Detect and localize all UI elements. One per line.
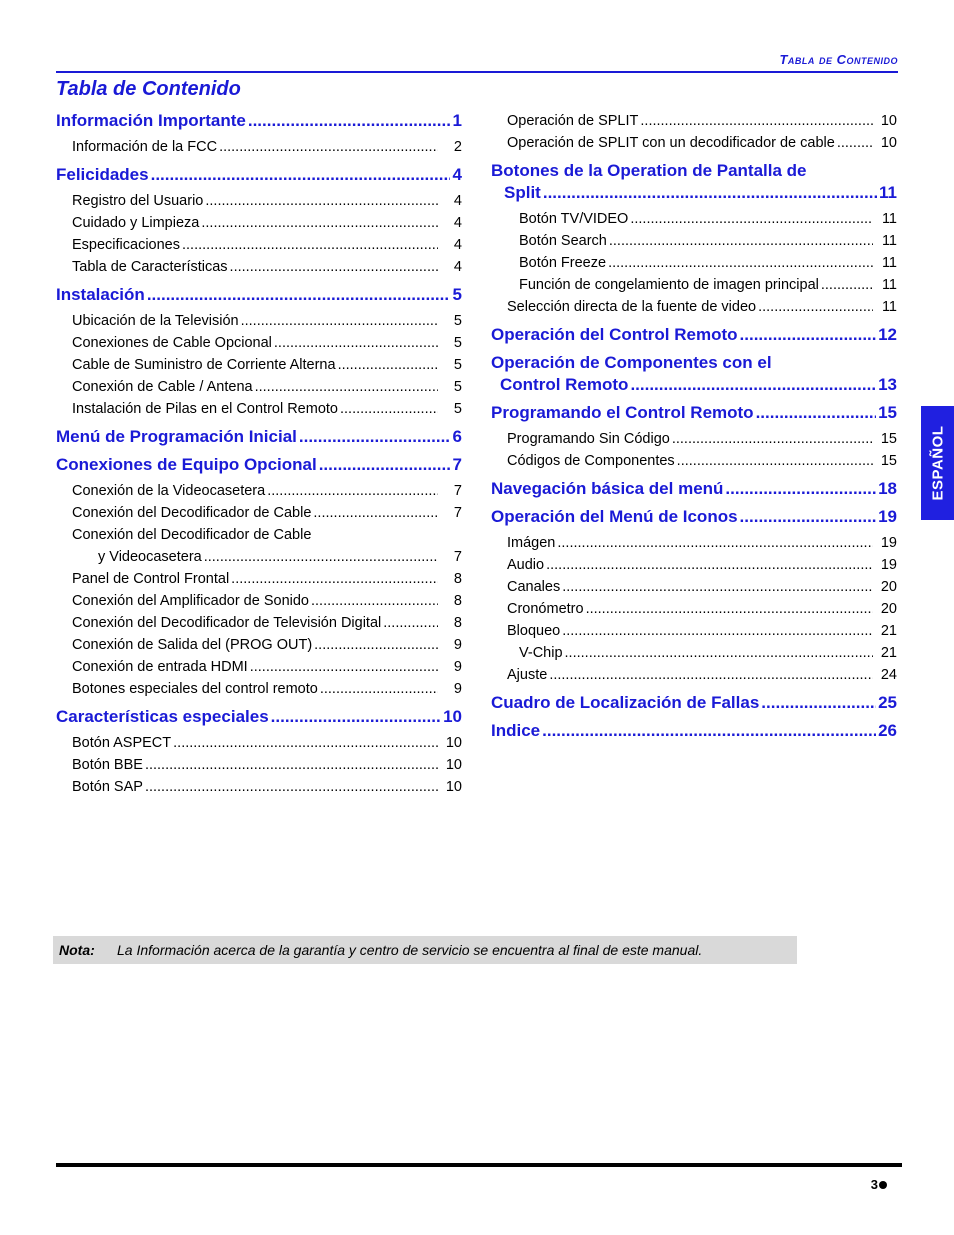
toc-subentry[interactable] <box>56 656 462 678</box>
dot-leader <box>271 706 441 728</box>
toc-page-number: 5 <box>453 401 462 417</box>
toc-subentry[interactable] <box>56 136 462 158</box>
toc-left-column <box>56 110 462 798</box>
toc-subentry[interactable] <box>56 234 462 256</box>
dot-leader <box>248 110 450 132</box>
bullet-icon <box>879 1181 887 1189</box>
toc-entry-label: Navegación básica del menú <box>491 479 724 498</box>
toc-page-number: 11 <box>881 255 897 271</box>
toc-page-number: 4 <box>453 215 462 231</box>
toc-section-entry[interactable] <box>491 402 897 424</box>
dot-leader <box>151 164 450 186</box>
toc-entry-label: Control Remoto <box>500 375 629 394</box>
toc-page-number: 8 <box>453 593 462 609</box>
note-label: Nota: <box>59 942 95 958</box>
toc-page-number: 7 <box>453 483 462 499</box>
toc-subentry[interactable] <box>56 776 462 798</box>
dot-leader <box>230 256 438 278</box>
toc-entry-label: Botón ASPECT <box>72 735 172 751</box>
toc-page-number: 10 <box>445 779 462 795</box>
dot-leader <box>562 576 873 598</box>
toc-subentry[interactable] <box>56 612 462 634</box>
toc-entry-label: Botón TV/VIDEO <box>519 211 629 227</box>
dot-leader <box>557 532 873 554</box>
toc-page-number: 5 <box>453 313 462 329</box>
toc-subentry[interactable] <box>56 502 462 524</box>
toc-entry-label: Información de la FCC <box>72 139 218 155</box>
dot-leader <box>740 506 877 528</box>
dot-leader <box>740 324 877 346</box>
toc-entry-label: Conexión del Decodificador de Cable <box>72 527 312 543</box>
dot-leader <box>311 590 438 612</box>
toc-page-number: 5 <box>452 285 462 304</box>
toc-entry-label: Tabla de Características <box>72 259 228 275</box>
toc-page-number: 20 <box>880 601 897 617</box>
toc-subentry[interactable] <box>56 480 462 502</box>
dot-leader <box>672 428 873 450</box>
toc-entry-label: Función de congelamiento de imagen principal <box>519 277 819 293</box>
toc-entry-label: Indice <box>491 721 541 740</box>
dot-leader <box>205 190 438 212</box>
toc-entry-label: Conexión del Amplificador de Sonido <box>72 593 309 609</box>
toc-page-number: 7 <box>453 549 462 565</box>
toc-subentry[interactable] <box>56 732 462 754</box>
dot-leader <box>630 374 876 396</box>
toc-section-entry[interactable] <box>56 426 462 448</box>
dot-leader <box>255 376 438 398</box>
toc-subentry[interactable] <box>491 110 897 132</box>
toc-subentry[interactable] <box>491 230 897 252</box>
toc-subentry[interactable] <box>56 678 462 700</box>
dot-leader <box>756 402 877 424</box>
toc-subentry[interactable] <box>56 310 462 332</box>
toc-entry-label: V-Chip <box>519 645 563 661</box>
toc-subentry[interactable] <box>56 190 462 212</box>
page-title: Tabla de Contenido <box>56 78 241 100</box>
toc-page-number: 11 <box>881 233 897 249</box>
dot-leader <box>609 230 873 252</box>
note-box <box>53 936 797 964</box>
dot-leader <box>383 612 438 634</box>
toc-entry-label: Conexión de la Videocasetera <box>72 483 266 499</box>
toc-section-entry[interactable] <box>491 374 897 396</box>
toc-page-number: 10 <box>443 707 462 726</box>
toc-subentry[interactable] <box>56 376 462 398</box>
toc-page-number: 19 <box>880 535 897 551</box>
toc-section-entry[interactable] <box>491 506 897 528</box>
dot-leader <box>173 732 438 754</box>
toc-entry-label: Cable de Suministro de Corriente Alterna <box>72 357 336 373</box>
toc-subentry[interactable] <box>491 208 897 230</box>
toc-entry-label: Conexión de entrada HDMI <box>72 659 248 675</box>
toc-entry-label: Conexión de Cable / Antena <box>72 379 253 395</box>
toc-entry-label: Canales <box>507 579 561 595</box>
dot-leader <box>145 776 438 798</box>
page-number: 3 <box>870 1177 878 1192</box>
toc-page-number: 4 <box>453 193 462 209</box>
toc-subentry[interactable] <box>56 524 462 546</box>
toc-entry-label: Conexión del Decodificador de Televisión Digital <box>72 615 382 631</box>
toc-subentry[interactable] <box>491 620 897 642</box>
toc-subentry[interactable] <box>56 398 462 420</box>
toc-section-entry[interactable] <box>56 164 462 186</box>
toc-page-number: 19 <box>880 557 897 573</box>
toc-entry-label: y Videocasetera <box>98 549 202 565</box>
toc-subentry[interactable] <box>56 634 462 656</box>
dot-leader <box>586 598 873 620</box>
toc-entry-label: Operación de SPLIT <box>507 113 639 129</box>
dot-leader <box>314 634 438 656</box>
toc-entry-label: Audio <box>507 557 545 573</box>
toc-entry-label: Botón Search <box>519 233 607 249</box>
toc-page-number: 12 <box>878 325 897 344</box>
toc-subentry[interactable] <box>56 568 462 590</box>
toc-section-entry[interactable] <box>56 284 462 306</box>
toc-page-number: 24 <box>880 667 897 683</box>
toc-subentry[interactable] <box>491 664 897 686</box>
toc-entry-label: Selección directa de la fuente de video <box>507 299 757 315</box>
toc-subentry[interactable] <box>491 428 897 450</box>
toc-entry-label: Información Importante <box>56 111 246 130</box>
toc-entry-label: Características especiales <box>56 707 269 726</box>
toc-subentry[interactable] <box>491 132 897 154</box>
toc-subentry[interactable] <box>491 554 897 576</box>
toc-page-number: 13 <box>878 375 897 394</box>
toc-section-entry[interactable] <box>491 692 897 714</box>
toc-entry-label: Conexiones de Equipo Opcional <box>56 455 317 474</box>
toc-page-number: 21 <box>880 645 897 661</box>
toc-section-entry[interactable] <box>491 160 897 182</box>
dot-leader <box>837 132 873 154</box>
toc-page-number: 4 <box>453 237 462 253</box>
toc-section-entry[interactable] <box>491 352 897 374</box>
dot-leader <box>182 234 438 256</box>
dot-leader <box>677 450 873 472</box>
toc-entry-label: Cuadro de Localización de Fallas <box>491 693 760 712</box>
toc-entry-label: Códigos de Componentes <box>507 453 675 469</box>
toc-page-number: 9 <box>453 637 462 653</box>
header-rule <box>56 71 898 73</box>
dot-leader <box>267 480 438 502</box>
toc-subentry[interactable] <box>491 450 897 472</box>
toc-page-number: 20 <box>880 579 897 595</box>
language-tab <box>921 406 954 520</box>
toc-entry-label: Operación de Componentes con el <box>491 353 772 372</box>
dot-leader <box>340 398 438 420</box>
toc-entry-label: Panel de Control Frontal <box>72 571 230 587</box>
toc-page-number: 10 <box>880 113 897 129</box>
toc-page-number: 2 <box>453 139 462 155</box>
toc-entry-label: Operación de SPLIT con un decodificador de cable <box>507 135 835 151</box>
toc-page-number: 25 <box>878 693 897 712</box>
toc-section-entry[interactable] <box>491 720 897 742</box>
toc-page-number: 10 <box>880 135 897 151</box>
toc-page-number: 4 <box>452 165 462 184</box>
toc-entry-label: Registro del Usuario <box>72 193 204 209</box>
toc-entry-label: Split <box>504 183 541 202</box>
dot-leader <box>543 182 877 204</box>
toc-page-number: 11 <box>881 277 897 293</box>
toc-entry-label: Instalación de Pilas en el Control Remoto <box>72 401 338 417</box>
dot-leader <box>640 110 873 132</box>
dot-leader <box>219 136 438 158</box>
toc-subentry[interactable] <box>491 532 897 554</box>
toc-entry-label: Conexión de Salida del (PROG OUT) <box>72 637 313 653</box>
toc-entry-label: Programando el Control Remoto <box>491 403 754 422</box>
dot-leader <box>821 274 873 296</box>
toc-entry-label: Menú de Programación Inicial <box>56 427 297 446</box>
toc-page-number: 10 <box>445 735 462 751</box>
toc-entry-label: Cronómetro <box>507 601 584 617</box>
toc-entry-label: Imágen <box>507 535 556 551</box>
dot-leader <box>562 620 873 642</box>
toc-entry-label: Botón BBE <box>72 757 143 773</box>
toc-entry-label: Botón SAP <box>72 779 143 795</box>
toc-page-number: 18 <box>878 479 897 498</box>
dot-leader <box>274 332 438 354</box>
toc-subentry[interactable] <box>491 274 897 296</box>
toc-entry-label: Operación del Menú de Iconos <box>491 507 738 526</box>
footer-rule <box>56 1163 902 1167</box>
toc-subentry[interactable] <box>56 590 462 612</box>
toc-entry-label: Conexión del Decodificador de Cable <box>72 505 312 521</box>
toc-section-entry[interactable] <box>491 182 897 204</box>
toc-page-number: 11 <box>881 211 897 227</box>
toc-page-number: 9 <box>453 659 462 675</box>
toc-entry-label: Conexiones de Cable Opcional <box>72 335 272 351</box>
toc-entry-label: Botón Freeze <box>519 255 607 271</box>
dot-leader <box>549 664 873 686</box>
toc-entry-label: Cuidado y Limpieza <box>72 215 200 231</box>
dot-leader <box>241 310 438 332</box>
toc-page-number: 8 <box>453 571 462 587</box>
toc-section-entry[interactable] <box>56 454 462 476</box>
dot-leader <box>338 354 438 376</box>
toc-subentry[interactable] <box>491 252 897 274</box>
toc-section-entry[interactable] <box>491 478 897 500</box>
toc-subentry[interactable] <box>491 598 897 620</box>
toc-section-entry[interactable] <box>491 324 897 346</box>
toc-page-number: 10 <box>445 757 462 773</box>
toc-right-column <box>491 110 897 742</box>
dot-leader <box>204 546 438 568</box>
toc-subentry[interactable] <box>491 642 897 664</box>
toc-page-number: 15 <box>880 453 897 469</box>
toc-section-entry[interactable] <box>56 706 462 728</box>
toc-entry-label: Felicidades <box>56 165 149 184</box>
toc-page-number: 11 <box>879 183 897 202</box>
toc-page-number: 26 <box>878 721 897 740</box>
toc-subentry[interactable] <box>491 296 897 318</box>
dot-leader <box>147 284 450 306</box>
toc-page-number: 15 <box>878 403 897 422</box>
toc-page-number: 11 <box>881 299 897 315</box>
toc-subentry[interactable] <box>56 546 462 568</box>
dot-leader <box>758 296 873 318</box>
toc-page-number: 21 <box>880 623 897 639</box>
dot-leader <box>319 454 450 476</box>
dot-leader <box>761 692 876 714</box>
dot-leader <box>320 678 438 700</box>
toc-page-number: 8 <box>453 615 462 631</box>
dot-leader <box>542 720 876 742</box>
dot-leader <box>725 478 876 500</box>
toc-entry-label: Operación del Control Remoto <box>491 325 738 344</box>
toc-page-number: 1 <box>452 111 462 130</box>
toc-entry-label: Botones especiales del control remoto <box>72 681 318 697</box>
toc-entry-label: Bloqueo <box>507 623 561 639</box>
dot-leader <box>546 554 873 576</box>
toc-page-number: 5 <box>453 335 462 351</box>
toc-entry-label: Instalación <box>56 285 145 304</box>
toc-subentry[interactable] <box>56 256 462 278</box>
toc-page-number: 5 <box>453 379 462 395</box>
toc-subentry[interactable] <box>56 354 462 376</box>
toc-page-number: 5 <box>453 357 462 373</box>
toc-page-number: 4 <box>453 259 462 275</box>
toc-subentry[interactable] <box>56 212 462 234</box>
dot-leader <box>250 656 438 678</box>
toc-entry-label: Ubicación de la Televisión <box>72 313 239 329</box>
dot-leader <box>231 568 438 590</box>
dot-leader <box>201 212 438 234</box>
toc-page-number: 15 <box>880 431 897 447</box>
toc-entry-label: Programando Sin Código <box>507 431 670 447</box>
dot-leader <box>313 502 438 524</box>
toc-page-number: 9 <box>453 681 462 697</box>
toc-subentry[interactable] <box>56 754 462 776</box>
dot-leader <box>630 208 873 230</box>
toc-entry-label: Ajuste <box>507 667 548 683</box>
toc-page-number: 19 <box>878 507 897 526</box>
toc-subentry[interactable] <box>491 576 897 598</box>
language-tab-label: ESPAÑOL <box>929 425 946 501</box>
toc-page-number: 7 <box>453 505 462 521</box>
toc-page-number: 6 <box>452 427 462 446</box>
toc-entry-label: Botones de la Operation de Pantalla de <box>491 161 807 180</box>
note-text: La Información acerca de la garantía y centro de servicio se encuentra al final de este manual. <box>117 942 703 958</box>
dot-leader <box>145 754 438 776</box>
toc-page-number: 7 <box>452 455 462 474</box>
toc-entry-label: Especificaciones <box>72 237 180 253</box>
toc-subentry[interactable] <box>56 332 462 354</box>
running-header-title: Tabla de Contenido <box>779 52 898 67</box>
dot-leader <box>608 252 873 274</box>
dot-leader <box>299 426 450 448</box>
dot-leader <box>565 642 873 664</box>
toc-section-entry[interactable] <box>56 110 462 132</box>
